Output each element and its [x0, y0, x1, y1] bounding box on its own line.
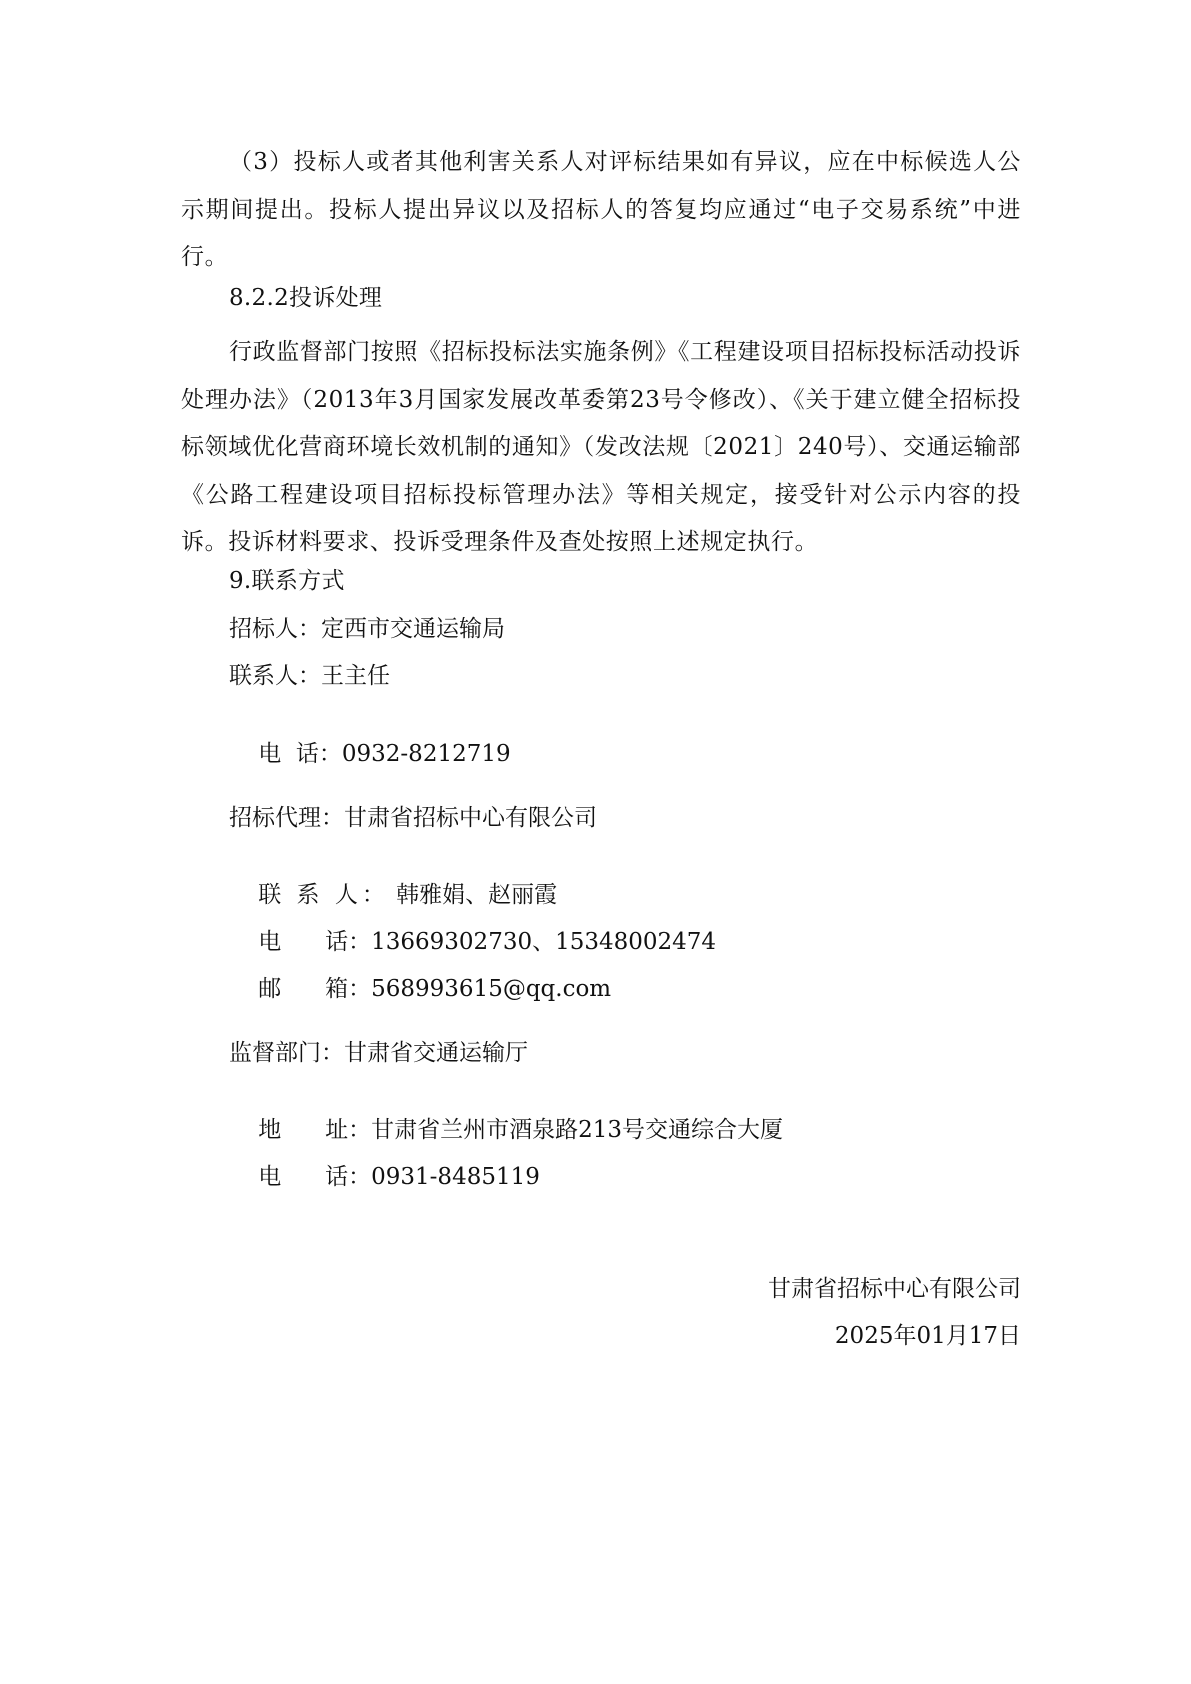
agent-email-row [229, 944, 611, 1034]
tenderer-contact-value: 王主任 [321, 663, 390, 689]
agent-phone-label: 电 话： [258, 929, 372, 955]
signature-date: 2025年01月17日 [834, 1323, 1021, 1349]
supervisor-label: 监督部门： [229, 1040, 344, 1066]
agent-phone-value: 13669302730、15348002474 [371, 929, 717, 955]
tenderer-label: 招标人： [229, 616, 321, 642]
agent-contact-label: 联 系 人： [258, 882, 389, 908]
agent-email-label: 邮 箱： [258, 976, 372, 1002]
contact-heading: 9.联系方式 [229, 568, 345, 594]
supervisor-phone-value: 0931-8485119 [371, 1164, 540, 1190]
tenderer-phone-value: 0932-8212719 [341, 741, 511, 767]
agent-row [229, 803, 597, 833]
complaint-paragraph: 行政监督部门按照《招标投标法实施条例》《工程建设项目招标投标活动投诉处理办法》（2013年3月国家发展改革委第23号令修改）、《关于建立健全招标投标领域优化营商环境长效机制的通知》（发改法规〔2021〕240号）、交通运输部《公路工程建设项目招标投标管理办法》等相关规定，接受针对公示内容的投诉。投诉材料要求、投诉受理条件及查处按照上述规定执行。 [181, 339, 1021, 555]
tenderer-contact-row [229, 661, 390, 691]
tenderer-phone-row [229, 709, 511, 799]
supervisor-phone-row [229, 1132, 540, 1222]
agent-label: 招标代理： [229, 805, 344, 831]
supervisor-address-value: 甘肃省兰州市酒泉路213号交通综合大厦 [371, 1117, 784, 1143]
objection-paragraph: （3）投标人或者其他利害关系人对评标结果如有异议，应在中标候选人公示期间提出。投标人提出异议以及招标人的答复均应通过“电子交易系统”中进行。 [181, 149, 1021, 270]
tenderer-contact-label: 联系人： [229, 663, 321, 689]
tenderer-value: 定西市交通运输局 [321, 616, 505, 642]
tenderer-phone-label: 电 话： [258, 741, 342, 767]
complaint-heading: 8.2.2投诉处理 [229, 285, 383, 311]
tenderer-row [229, 614, 505, 644]
supervisor-phone-label: 电 话： [258, 1164, 372, 1190]
signature-company: 甘肃省招标中心有限公司 [768, 1276, 1021, 1302]
agent-contact-value: 韩雅娟、赵丽霞 [388, 882, 558, 908]
supervisor-address-label: 地 址： [258, 1117, 372, 1143]
supervisor-value: 甘肃省交通运输厅 [344, 1040, 528, 1066]
agent-email-value: 568993615@qq.com [371, 976, 612, 1002]
agent-value: 甘肃省招标中心有限公司 [344, 805, 597, 831]
supervisor-row [229, 1038, 528, 1068]
